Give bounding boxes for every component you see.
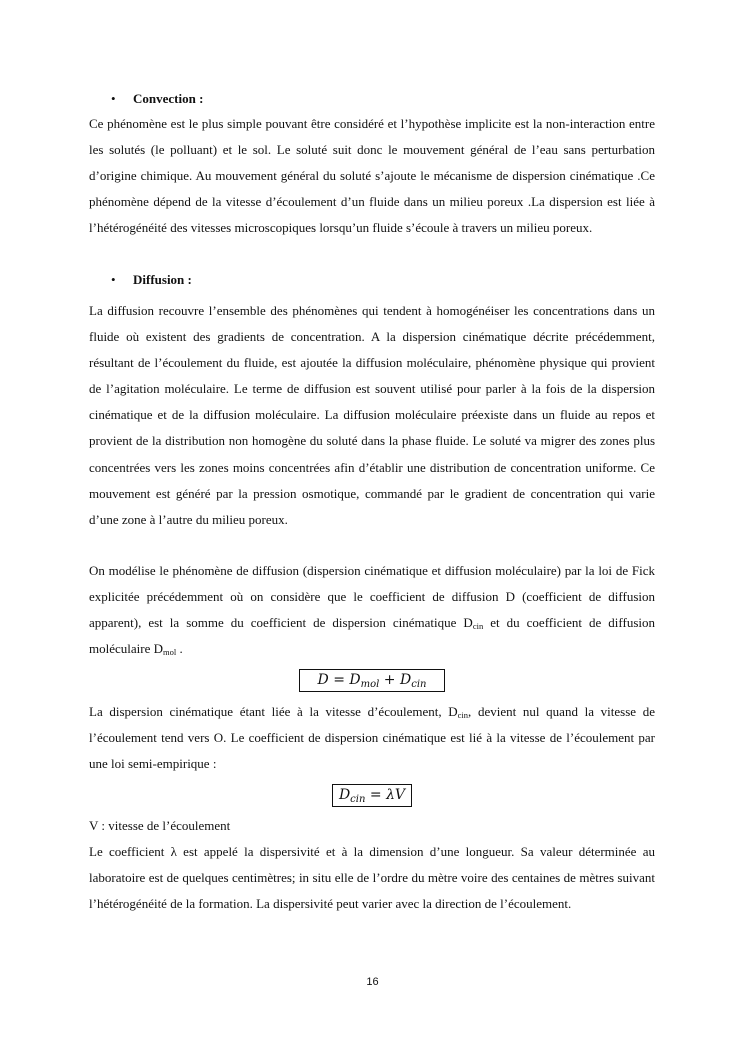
convection-heading [111, 90, 203, 108]
eq2-lhs: D [338, 787, 351, 803]
diffusion-paragraph: La diffusion recouvre l’ensemble des phénomènes qui tendent à homogénéiser les concentrations dans un fluide où existent des gradients de concentration. A la dispersion cinématique décrite précédemment, résultant de l’écoulement du fluide, est ajoutée la diffusion moléculaire, phénomène physique qui provient de l’agitation moléculaire. Le terme de diffusion est souvent utilisé pour parler à la fois de la dispersion cinématique et de la diffusion moléculaire. La diffusion moléculaire préexiste dans un fluide au repos et provient de la distribution non homogène du soluté dans la phase fluide. Le soluté va migrer des zones plus concentrées vers les zones moins concentrées afin d’établir une distribution de concentration uniforme. Ce mouvement est généré par la pression osmotique, commandé par le gradient de concentration qui varie d’une zone à l’autre du milieu poreux. [89, 303, 655, 527]
diffusion-heading-text: Diffusion : [133, 272, 192, 287]
velocity-definition: V : vitesse de l’écoulement [89, 818, 231, 833]
diffusion-heading [111, 271, 192, 289]
disp-sub-cin: cin [457, 710, 469, 720]
bullet-icon: • [111, 272, 116, 287]
model-sub-mol: mol [163, 647, 177, 658]
dispersivity-paragraph: Le coefficient λ est appelé la dispersivité et à la dimension d’une longueur. Sa valeur déterminée au laboratoire est de quelques centimètres; in situ elle de l’ordre du mètre voire des centaines de mètres suivant l’hétérogénéité de la formation. La dispersivité peut varier avec la direction de l’écoulement. [89, 844, 655, 912]
eq2-equals: = [369, 787, 382, 803]
eq2-rhs: λV [386, 787, 406, 803]
dispersion-paragraph [89, 699, 655, 777]
eq1-term2-sub: cin [411, 679, 427, 690]
convection-paragraph: Ce phénomène est le plus simple pouvant être considéré et l’hypothèse implicite est la non-interaction entre les solutés (le polluant) et le sol. Le soluté suit donc le mouvement général de l’eau sans perturbation d’origine chimique. Au mouvement général du soluté s’ajoute le mécanisme de dispersion cinématique .Ce phénomène dépend de la vitesse d’écoulement d’un fluide dans un milieu poreux .La dispersion est liée à l’hétérogénéité des vitesses microscopiques lorsqu’un fluide s’écoule à travers un milieu poreux. [89, 116, 655, 236]
page-number: 16 [366, 976, 379, 988]
bullet-icon: • [111, 91, 116, 106]
eq1-equals: = [333, 672, 345, 688]
eq1-term2: D [399, 672, 412, 688]
disp-text-2: , devient nul quand la vitesse de l’écoulement tend vers O. Le coefficient de dispersion cinématique est lié à la vitesse de l’écoulement par une loi semi-empirique : [89, 704, 655, 772]
model-text-1: On modélise le phénomène de diffusion (dispersion cinématique et diffusion moléculaire) par la loi de Fick explicitée précédemment où on considère que le coefficient de diffusion D (coefficient de diffusion apparent), est la somme du coefficient de dispersion cinématique D [89, 563, 655, 631]
model-text-2: et du coefficient de diffusion moléculaire D [89, 615, 655, 657]
model-sub-cin: cin [472, 621, 484, 632]
equation-diffusion-sum [299, 669, 445, 692]
eq1-lhs: D [317, 672, 329, 688]
eq1-plus: + [383, 672, 396, 688]
disp-text-1: La dispersion cinématique étant liée à la vitesse d’écoulement, D [89, 704, 458, 719]
model-paragraph [89, 558, 655, 662]
model-text-3: . [176, 641, 183, 657]
eq1-term1: D [349, 672, 361, 688]
equation-dispersion [332, 784, 412, 807]
convection-heading-text: Convection : [133, 91, 204, 106]
eq2-lhs-sub: cin [350, 794, 366, 805]
eq1-term1-sub: mol [360, 679, 380, 690]
